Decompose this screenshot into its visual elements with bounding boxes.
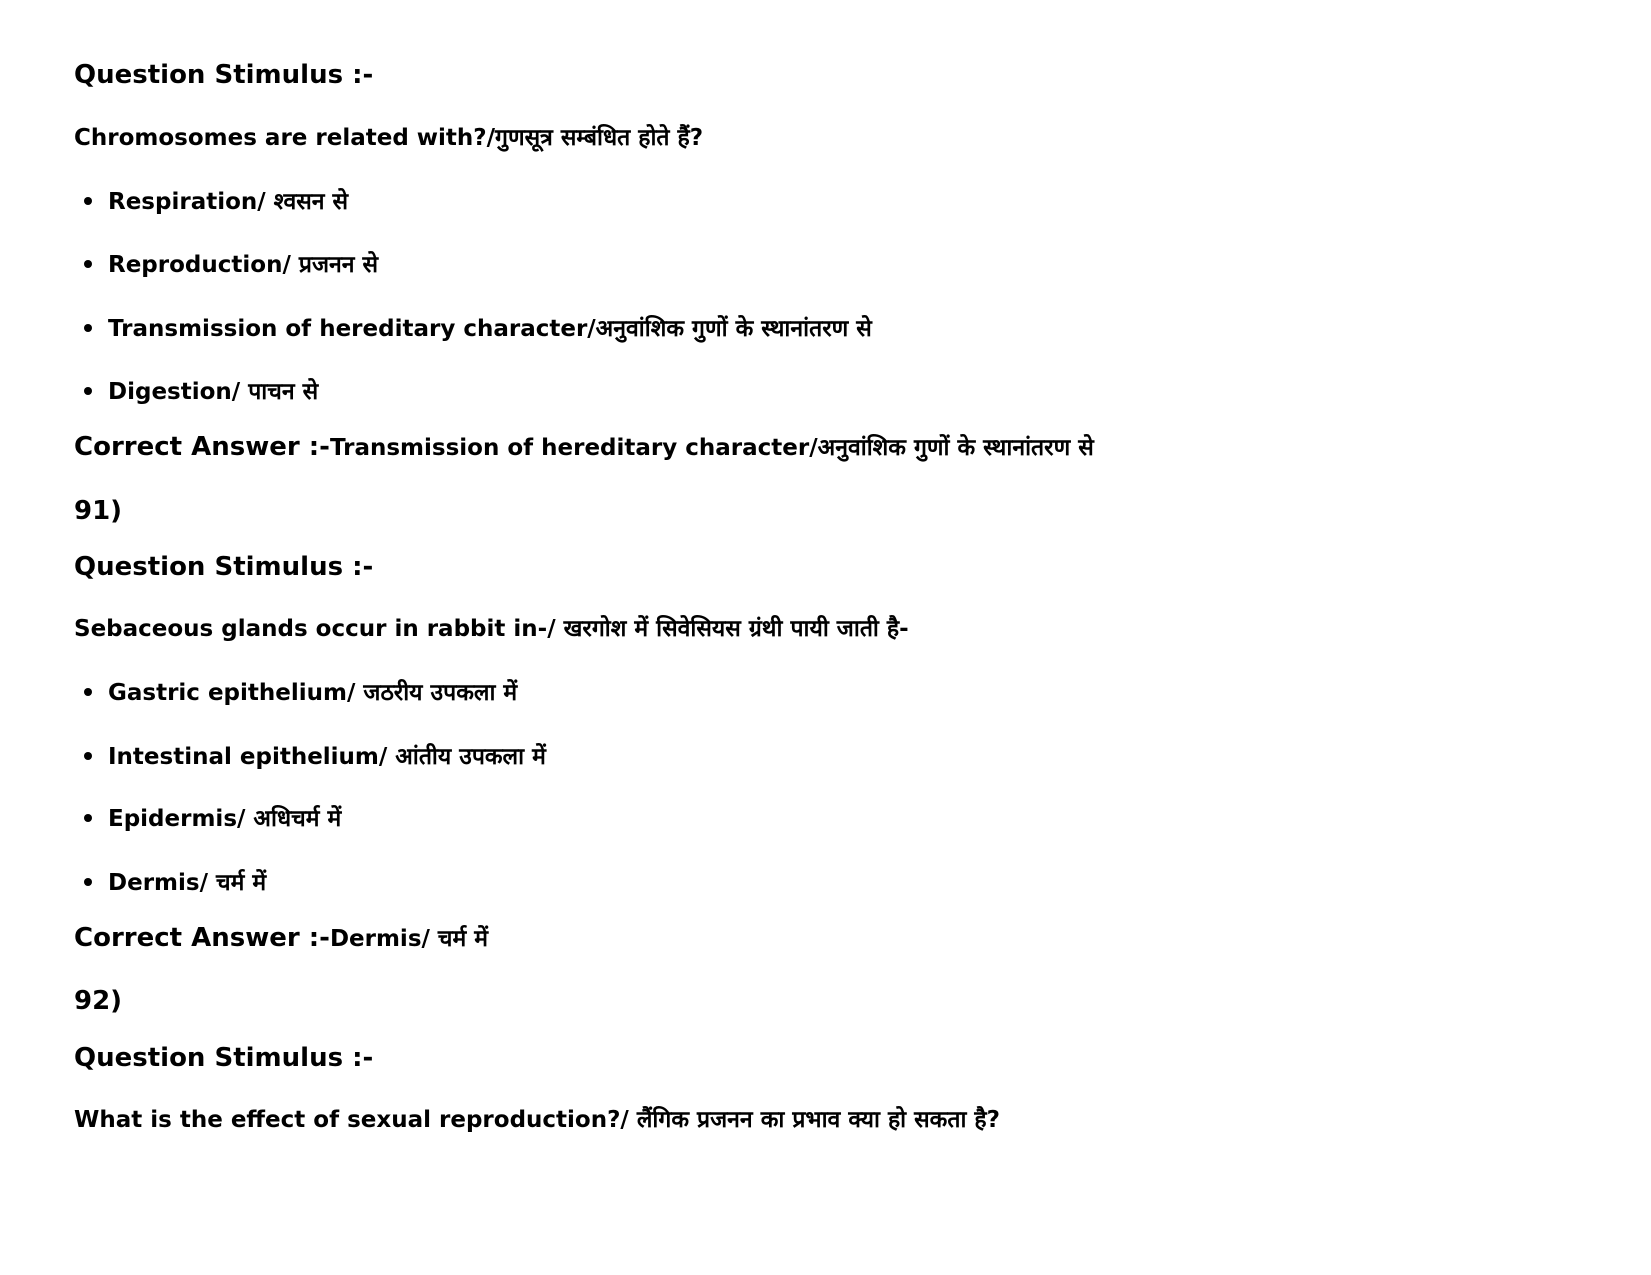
q91-question-text: Sebaceous glands occur in rabbit in-/ खरगोश में सिवेसियस ग्रंथी पायी जाती है-: [74, 616, 909, 642]
q90-stimulus-label: Question Stimulus :-: [74, 60, 374, 90]
q91-stimulus-label: Question Stimulus :-: [74, 552, 374, 582]
q92-question-text: What is the effect of sexual reproduction?/ लैंगिक प्रजनन का प्रभाव क्या हो सकता है?: [74, 1107, 1000, 1133]
q90-option-4: Digestion/ पाचन से: [108, 374, 318, 406]
q90-correct-answer: [74, 430, 1094, 462]
q90-question-text: Chromosomes are related with?/गुणसूत्र सम्बंधित होते हैं?: [74, 125, 704, 151]
q90-answer-value: Transmission of hereditary character/अनुवांशिक गुणों के स्थानांतरण से: [329, 435, 1094, 461]
q91-option-2: Intestinal epithelium/ आंतीय उपकला में: [108, 739, 546, 771]
q92-number: 92): [74, 986, 123, 1016]
q91-option-1: Gastric epithelium/ जठरीय उपकला में: [108, 675, 517, 707]
q91-option-3: Epidermis/ अधिचर्म में: [108, 801, 341, 833]
q91-number: 91): [74, 496, 123, 526]
q91-answer-value: Dermis/ चर्म में: [329, 926, 489, 952]
q92-stimulus-label: Question Stimulus :-: [74, 1043, 374, 1073]
q90-answer-label: Correct Answer :-: [74, 432, 330, 462]
q91-answer-label: Correct Answer :-: [74, 923, 330, 953]
q90-option-1: Respiration/ श्वसन से: [108, 184, 348, 216]
q90-option-3: Transmission of hereditary character/अनुवांशिक गुणों के स्थानांतरण से: [108, 311, 872, 343]
q91-option-4: Dermis/ चर्म में: [108, 865, 266, 897]
q90-option-2: Reproduction/ प्रजनन से: [108, 247, 378, 279]
q91-correct-answer: [74, 921, 488, 953]
